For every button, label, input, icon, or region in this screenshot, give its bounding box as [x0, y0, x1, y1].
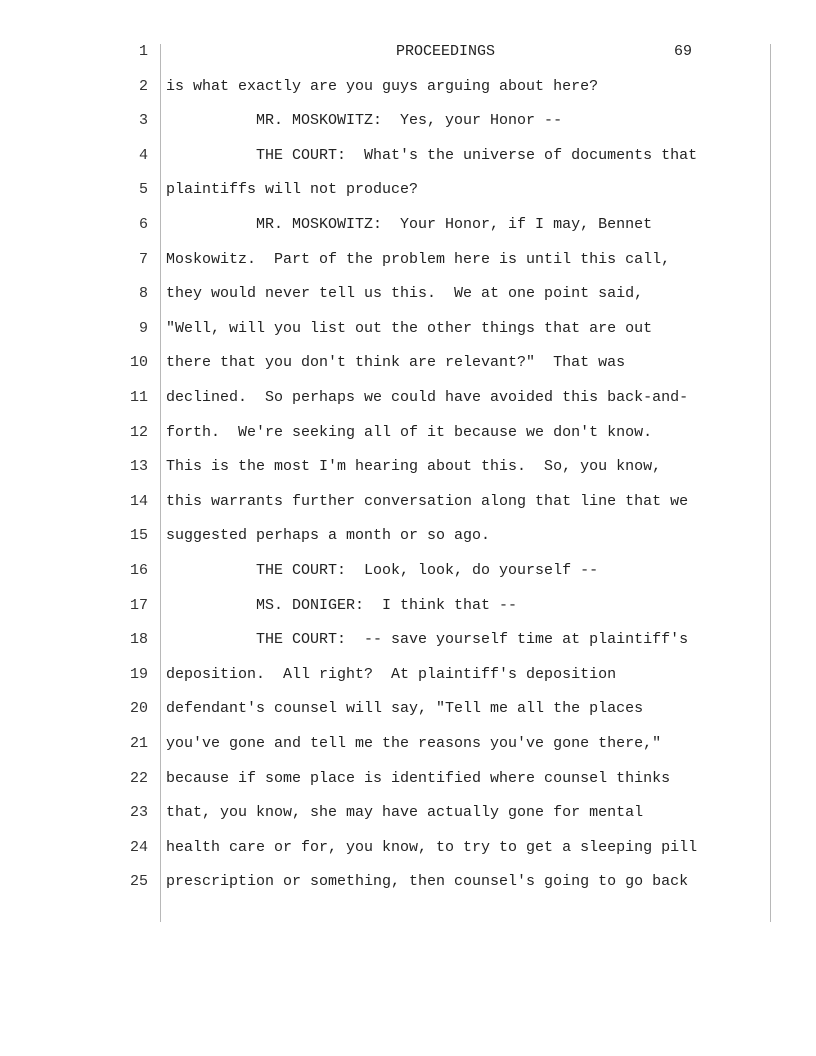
line-text: This is the most I'm hearing about this. So, you know, — [166, 458, 662, 476]
line-number: 23 — [129, 804, 148, 822]
transcript-line — [0, 39, 816, 73]
line-number: 4 — [138, 146, 148, 164]
transcript-line — [0, 523, 816, 557]
line-text: this warrants further conversation along that line that we — [166, 492, 689, 510]
line-number: 14 — [129, 492, 148, 510]
transcript-line — [0, 627, 816, 661]
line-number: 25 — [129, 873, 148, 891]
line-text: THE COURT: What's the universe of documents that — [166, 146, 698, 164]
line-number: 20 — [129, 700, 148, 718]
page-header-title: PROCEEDINGS — [396, 43, 496, 60]
line-text: MR. MOSKOWITZ: Your Honor, if I may, Bennet — [166, 216, 653, 233]
line-number: 3 — [138, 112, 148, 130]
line-text: "Well, will you list out the other things that are out — [166, 319, 653, 337]
transcript-line — [0, 108, 816, 142]
line-text: that, you know, she may have actually gone for mental — [166, 804, 644, 822]
line-text: forth. We're seeking all of it because we don't know. — [166, 423, 653, 441]
transcript-line — [0, 316, 816, 350]
line-number: 12 — [129, 423, 148, 441]
line-number: 22 — [129, 769, 148, 787]
transcript-line — [0, 420, 816, 454]
transcript-line — [0, 489, 816, 523]
line-number: 5 — [138, 181, 148, 199]
line-text: declined. So perhaps we could have avoided this back-and- — [166, 389, 689, 406]
line-text: is what exactly are you guys arguing about here? — [166, 77, 599, 95]
line-number: 19 — [129, 665, 148, 683]
transcript-line — [0, 177, 816, 211]
line-number: 17 — [129, 596, 148, 614]
line-text: they would never tell us this. We at one point said, — [166, 285, 644, 303]
line-number: 9 — [138, 319, 148, 337]
transcript-line — [0, 662, 816, 696]
transcript-line — [0, 74, 816, 108]
transcript-line — [0, 143, 816, 177]
line-text: deposition. All right? At plaintiff's deposition — [166, 665, 617, 683]
page-number: 69 — [674, 43, 693, 60]
line-text: prescription or something, then counsel's going to go back — [166, 873, 689, 891]
line-text: defendant's counsel will say, "Tell me all the places — [166, 700, 644, 718]
line-text: because if some place is identified where counsel thinks — [166, 769, 671, 787]
line-number: 13 — [129, 458, 148, 476]
line-number: 1 — [138, 43, 148, 60]
transcript-line — [0, 385, 816, 419]
line-number: 16 — [129, 562, 148, 579]
line-text: you've gone and tell me the reasons you've gone there," — [166, 735, 662, 752]
transcript-line — [0, 350, 816, 384]
transcript-line — [0, 869, 816, 903]
line-number: 6 — [138, 216, 148, 233]
line-text: THE COURT: -- save yourself time at plaintiff's — [166, 631, 689, 649]
transcript-line — [0, 835, 816, 869]
transcript-line — [0, 731, 816, 765]
line-text: MS. DONIGER: I think that -- — [166, 596, 518, 614]
line-number: 8 — [138, 285, 148, 303]
transcript-line — [0, 247, 816, 281]
transcript-line — [0, 281, 816, 315]
transcript-line — [0, 800, 816, 834]
transcript-line — [0, 558, 816, 592]
line-number: 7 — [138, 250, 148, 268]
line-text: there that you don't think are relevant?" That was — [166, 354, 626, 372]
transcript-line — [0, 696, 816, 730]
line-number: 24 — [129, 838, 148, 856]
transcript-line — [0, 766, 816, 800]
transcript-line — [0, 212, 816, 246]
line-text: Moskowitz. Part of the problem here is until this call, — [166, 250, 671, 268]
line-number: 18 — [129, 631, 148, 649]
line-number: 21 — [129, 735, 148, 752]
line-number: 11 — [129, 389, 148, 406]
line-text: MR. MOSKOWITZ: Yes, your Honor -- — [166, 112, 563, 130]
transcript-line — [0, 454, 816, 488]
line-text: suggested perhaps a month or so ago. — [166, 527, 491, 545]
line-number: 10 — [129, 354, 148, 372]
line-number: 2 — [138, 77, 148, 95]
line-text: health care or for, you know, to try to get a sleeping pill — [166, 838, 698, 856]
line-text: THE COURT: Look, look, do yourself -- — [166, 562, 599, 579]
transcript-line — [0, 593, 816, 627]
line-text: plaintiffs will not produce? — [166, 181, 419, 199]
line-number: 15 — [129, 527, 148, 545]
